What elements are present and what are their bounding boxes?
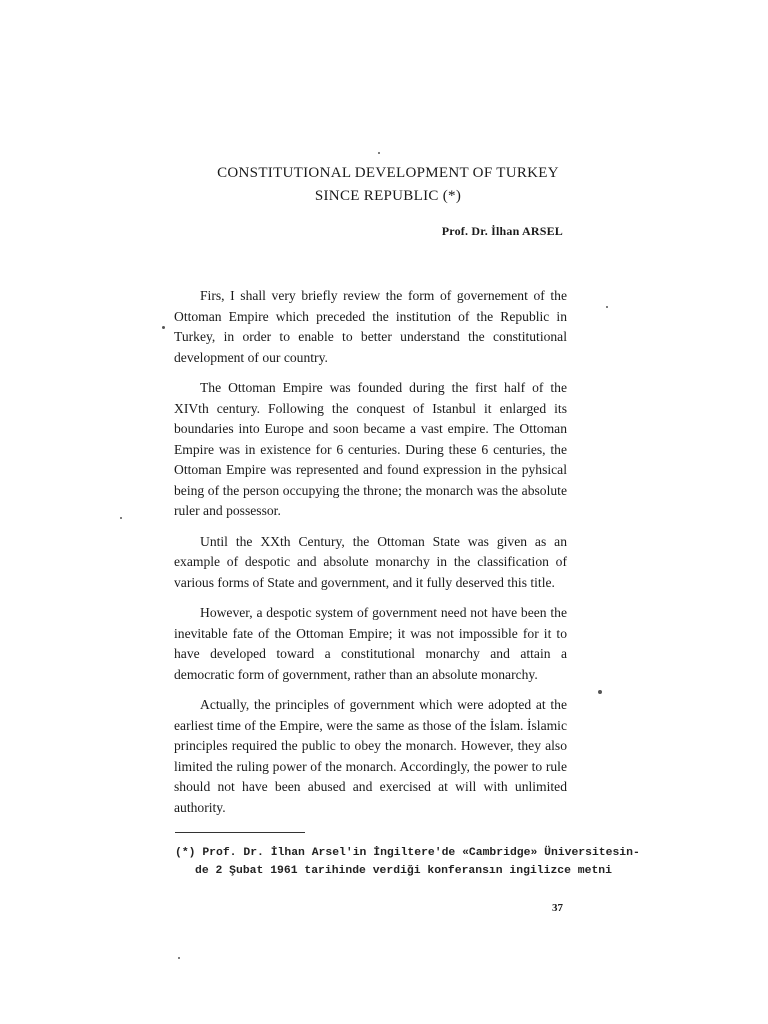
paragraph-2: The Ottoman Empire was founded during the first half of the XIVth century. Following the conquest of Istanbul it enlarged its boundaries into Europe and soon became a vast empire. The Ottoman Empire was in existence for 6 centuries. During these 6 centuries, the Ottoman Empire was represented and found expression in the pyhsical being of the person occupying the throne; the monarch was the absolute ruler and possessor. bbox=[174, 380, 567, 518]
footnote-line-2: de 2 Şubat 1961 tarihinde verdiği konferansın ingilizce metni bbox=[195, 865, 612, 877]
scan-speck bbox=[378, 152, 380, 154]
body-text bbox=[174, 286, 567, 828]
scan-speck bbox=[606, 306, 608, 308]
author-byline: Prof. Dr. İlhan ARSEL bbox=[441, 224, 563, 238]
title-line-1: CONSTITUTIONAL DEVELOPMENT OF TURKEY bbox=[217, 165, 559, 181]
scan-speck bbox=[120, 517, 122, 519]
paragraph-5: Actually, the principles of government which were adopted at the earliest time of the Empire, were the same as those of the İslam. İslamic principles required the public to obey the monarch. However, they also limited the ruling power of the monarch. Accordingly, the power to rule should not have been abused and exercised at will with unlimited authority. bbox=[174, 697, 567, 815]
scan-speck bbox=[598, 690, 602, 694]
footnote bbox=[175, 844, 640, 880]
scan-speck bbox=[178, 957, 180, 959]
page-number: 37 bbox=[552, 902, 563, 914]
paragraph-4: However, a despotic system of government need not have been the inevitable fate of the Ottoman Empire; it was not impossible for it to have developed toward a constitutional monarchy and attain a democratic form of government, rather than an absolute monarchy. bbox=[174, 605, 567, 682]
paragraph-1: Firs, I shall very briefly review the form of governement of the Ottoman Empire which preceded the institution of the Republic in Turkey, in order to enable to better understand the constitutional development of our country. bbox=[174, 288, 567, 365]
title-line-2: SINCE REPUBLIC (*) bbox=[314, 188, 462, 204]
footnote-line-1: (*) Prof. Dr. İlhan Arsel'in İngiltere'de «Cambridge» Üniversitesin- bbox=[175, 847, 640, 859]
page-title bbox=[150, 162, 626, 208]
scan-speck bbox=[162, 326, 165, 329]
footnote-divider bbox=[175, 832, 305, 833]
paragraph-3: Until the XXth Century, the Ottoman State was given as an example of despotic and absolute monarchy in the classification of various forms of State and government, and it fully deserved this title. bbox=[174, 533, 567, 590]
